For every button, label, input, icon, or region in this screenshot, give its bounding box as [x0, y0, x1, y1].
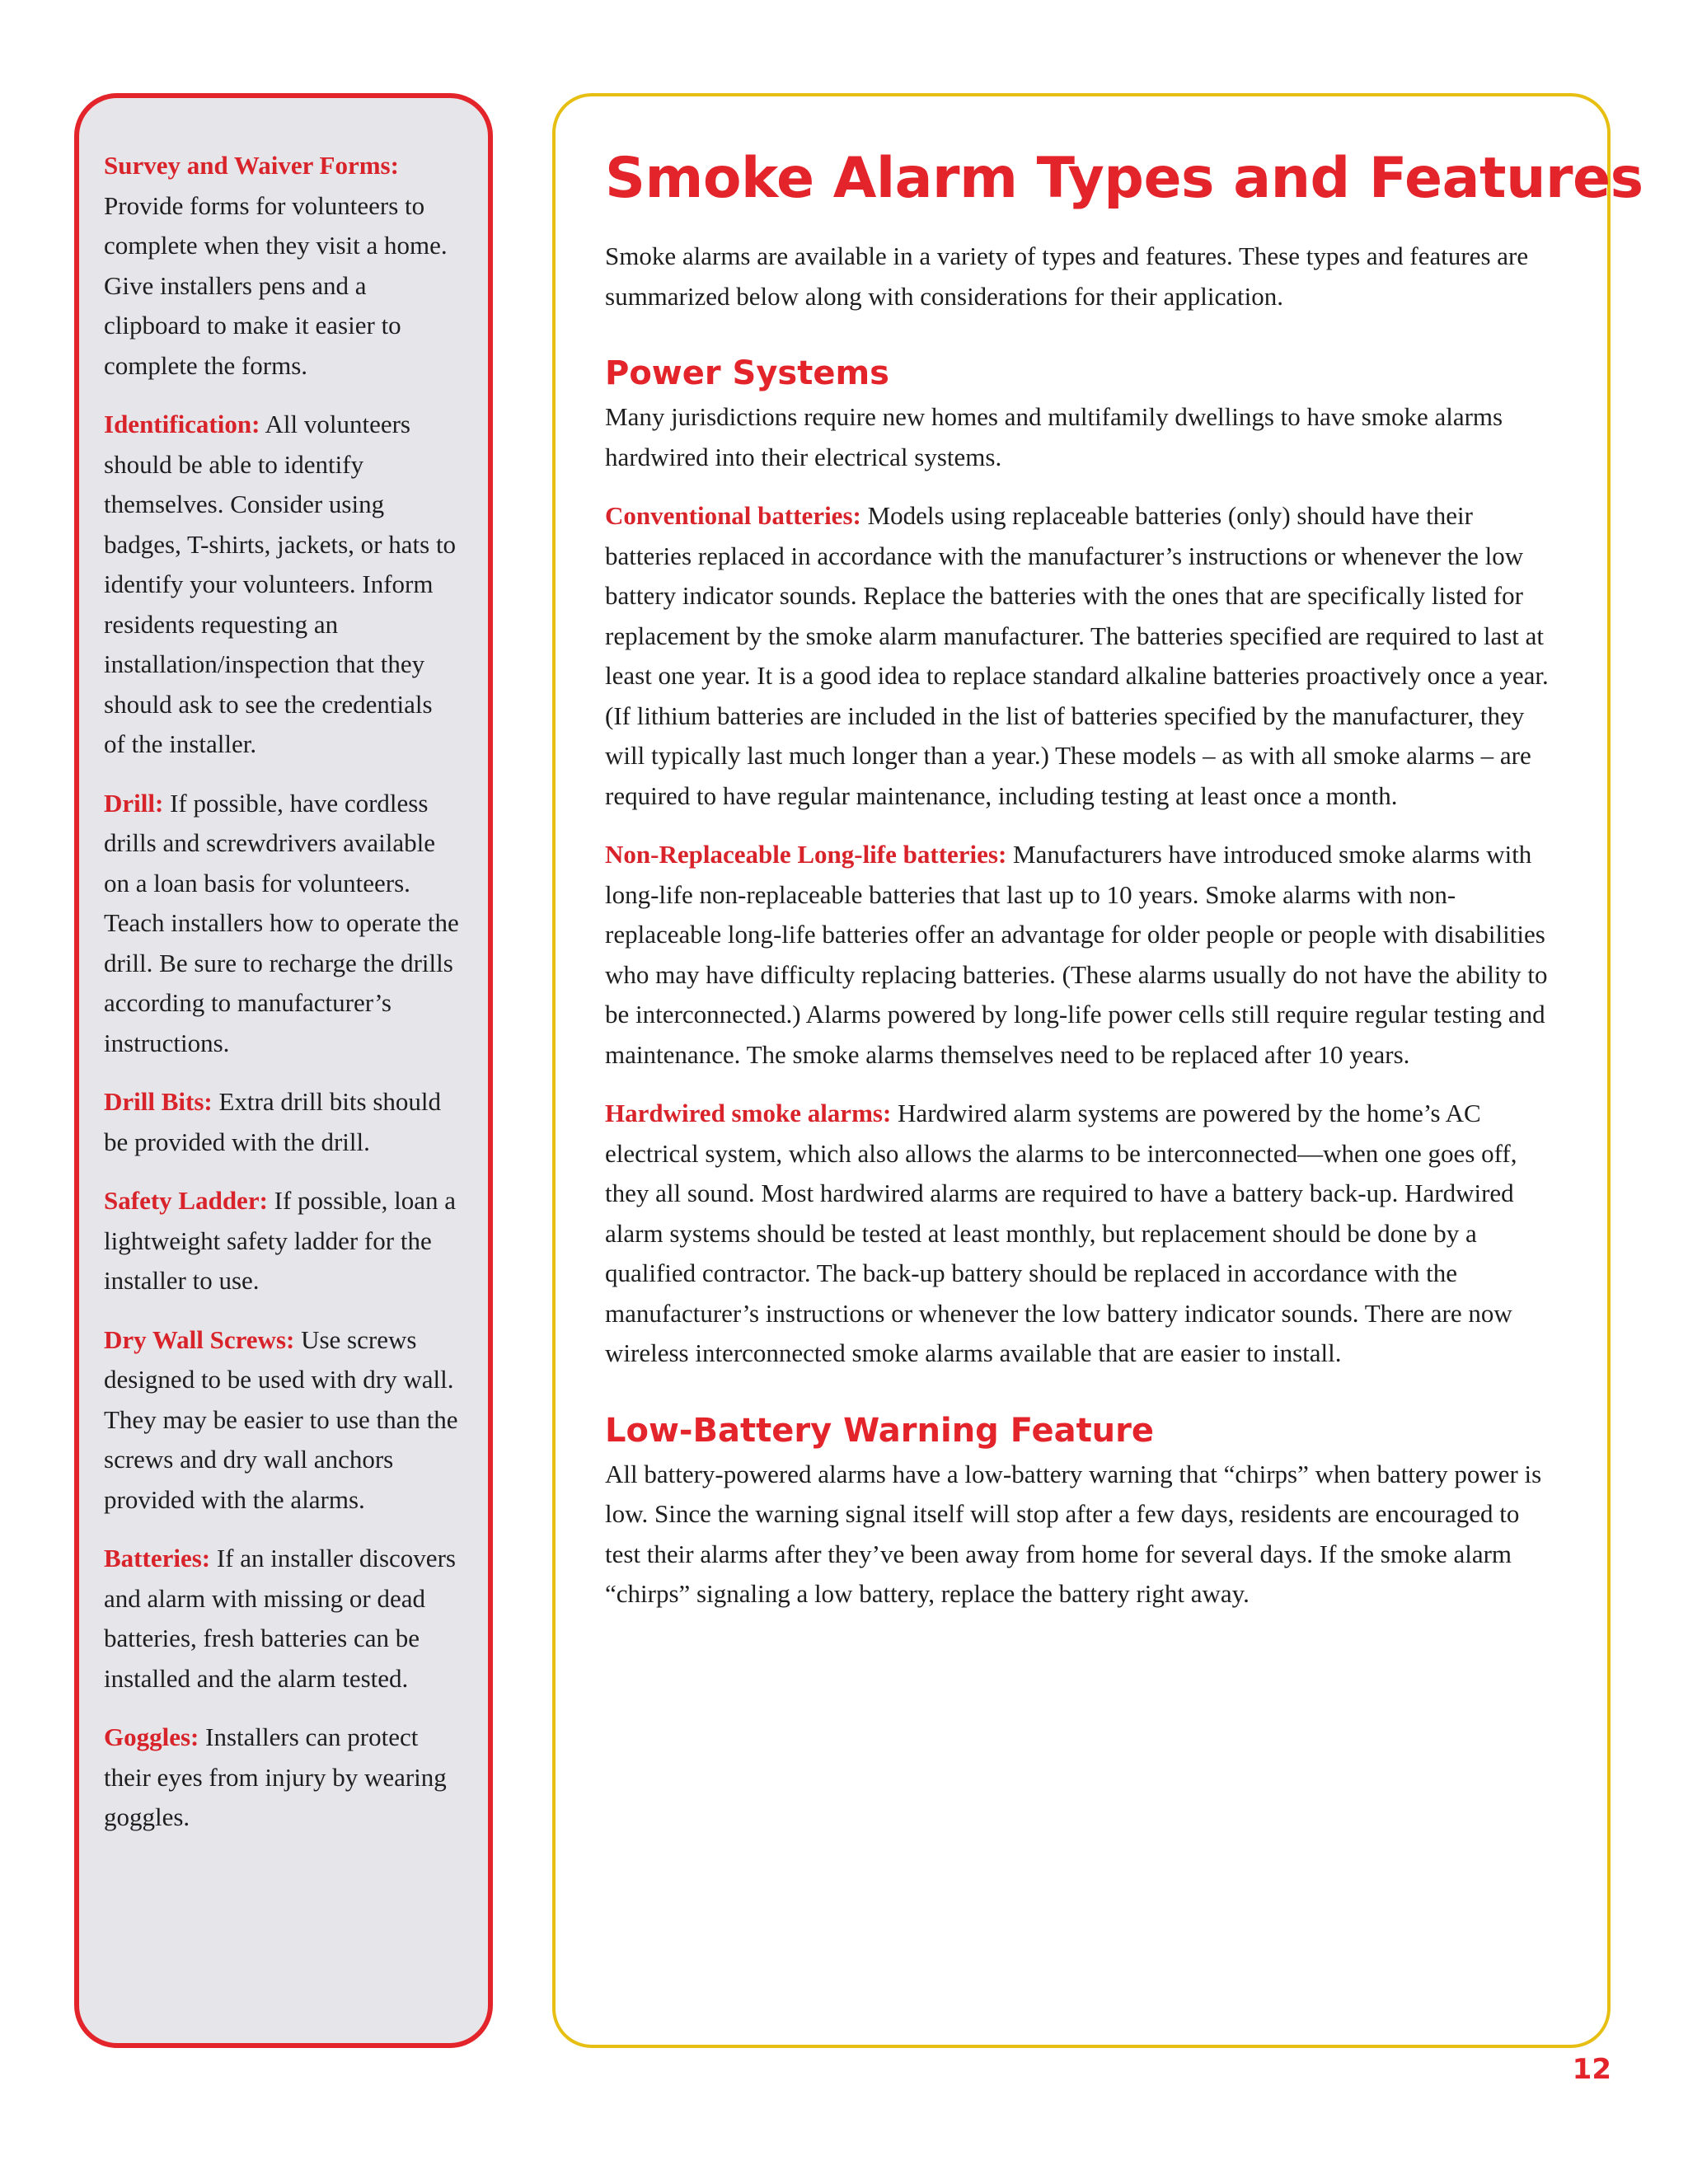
- low-battery-heading: Low-Battery Warning Feature: [605, 1411, 1155, 1450]
- conventional-batteries-text: Models using replaceable batteries (only) should have their batteries replaced in accordance with the manufacturer’s instructions or whenever the low battery indicator sounds. Replace the batteries with the ones that are specifically listed for replacement by the smoke alarm manufacturer. The batteries specified are required to last at least one year. It is a good idea to replace standard alkaline batteries proactively once a year. (If lithium batteries are included in the list of batteries specified by the manufacturer, they will typically last much longer than a year.) These models – as with all smoke alarms – are required to have regular maintenance, including testing at least once a month.: [605, 501, 1549, 810]
- sidebar-item-term: Drill Bits:: [104, 1087, 213, 1116]
- sidebar-item-text: If an installer discovers and alarm with missing or dead batteries, fresh batteries can be installed and the alarm tested.: [104, 1544, 456, 1693]
- sidebar-item-text: Extra drill bits should be provided with the drill.: [104, 1087, 442, 1156]
- sidebar-item-term: Dry Wall Screws:: [104, 1324, 295, 1354]
- sidebar-item-text: If possible, loan a lightweight safety ladder for the installer to use.: [104, 1186, 457, 1295]
- page-title: Smoke Alarm Types and Features: [605, 146, 1643, 211]
- sidebar-item-text: If possible, have cordless drills and screwdrivers available on a loan basis for volunteers. Teach installers how to operate the drill. Be sure to recharge the drills according to manufacturer’s instructions.: [104, 788, 459, 1057]
- sidebar-item-term: Identification:: [104, 410, 260, 438]
- sidebar-item-drill-bits: [104, 1082, 460, 1162]
- sidebar-tips-box: [74, 93, 493, 2048]
- sidebar-item-term: Goggles:: [104, 1722, 199, 1751]
- hardwired-alarms-paragraph: [605, 1094, 1558, 1374]
- low-battery-paragraph: All battery-powered alarms have a low-battery warning that “chirps” when battery power is low. Since the warning signal itself will stop after a few days, residents are encouraged to test their alarms after they’ve been away from home for several days. If the smoke alarm “chirps” signaling a low battery, replace the battery right away.: [605, 1459, 1542, 1608]
- sidebar-item-goggles: [104, 1718, 460, 1838]
- hardwired-alarms-text: Hardwired alarm systems are powered by the home’s AC electrical system, which also allows the alarms to be interconnected—when one goes off, they all sound. Most hardwired alarms are required to have a battery back-up. Hardwired alarm systems should be tested at least monthly, but replacement should be done by a qualified contractor. The back-up battery should be replaced in accordance with the manufacturer’s instructions or whenever the low battery indicator sounds. There are now wireless interconnected smoke alarms available that are easier to install.: [605, 1099, 1517, 1367]
- intro-paragraph: Smoke alarms are available in a variety of types and features. These types and features are summarized below along with considerations for their application.: [605, 241, 1529, 311]
- conventional-batteries-paragraph: [605, 496, 1558, 816]
- power-systems-intro: Many jurisdictions require new homes and multifamily dwellings to have smoke alarms hardwired into their electrical systems.: [605, 402, 1503, 471]
- sidebar-item-term: Batteries:: [104, 1544, 211, 1572]
- sidebar-item-batteries: [104, 1539, 460, 1699]
- long-life-batteries-term: Non-Replaceable Long-life batteries:: [605, 840, 1007, 869]
- sidebar-item-dry-wall-screws: [104, 1320, 460, 1521]
- sidebar-item-text: Provide forms for volunteers to complete when they visit a home. Give installers pens and a clipboard to make it easier to complete the forms.: [104, 190, 448, 380]
- sidebar-item-term: Drill:: [104, 788, 164, 818]
- long-life-batteries-text: Manufacturers have introduced smoke alarms with long-life non-replaceable batteries that last up to 10 years. Smoke alarms with non-replaceable long-life batteries offer an advantage for older people or people with disabilities who may have difficulty replacing batteries. (These alarms usually do not have the ability to be interconnected.) Alarms powered by long-life power cells still require regular testing and maintenance. The smoke alarms themselves need to be replaced after 10 years.: [605, 840, 1548, 1069]
- sidebar-item-term: Survey and Waiver Forms:: [104, 151, 399, 180]
- sidebar-item-text: Use screws designed to be used with dry wall. They may be easier to use than the screws and dry wall anchors provided with the alarms.: [104, 1324, 458, 1514]
- sidebar-item-identification: [104, 405, 460, 765]
- sidebar-item-survey-forms: [104, 146, 460, 386]
- sidebar-item-drill: [104, 784, 460, 1064]
- sidebar-item-safety-ladder: [104, 1181, 460, 1301]
- hardwired-alarms-term: Hardwired smoke alarms:: [605, 1099, 892, 1127]
- sidebar-item-text: Installers can protect their eyes from injury by wearing goggles.: [104, 1722, 447, 1831]
- sidebar-item-text: All volunteers should be able to identify themselves. Consider using badges, T-shirts, jackets, or hats to identify your volunteers. Inform residents requesting an installation/inspection that they should ask to see the credentials of the installer.: [104, 410, 457, 758]
- power-systems-heading: Power Systems: [605, 354, 889, 392]
- long-life-batteries-paragraph: [605, 835, 1558, 1075]
- page-number: 12: [1572, 2053, 1611, 2086]
- main-content-box: [552, 93, 1643, 2048]
- sidebar-item-term: Safety Ladder:: [104, 1186, 268, 1215]
- conventional-batteries-term: Conventional batteries:: [605, 501, 861, 530]
